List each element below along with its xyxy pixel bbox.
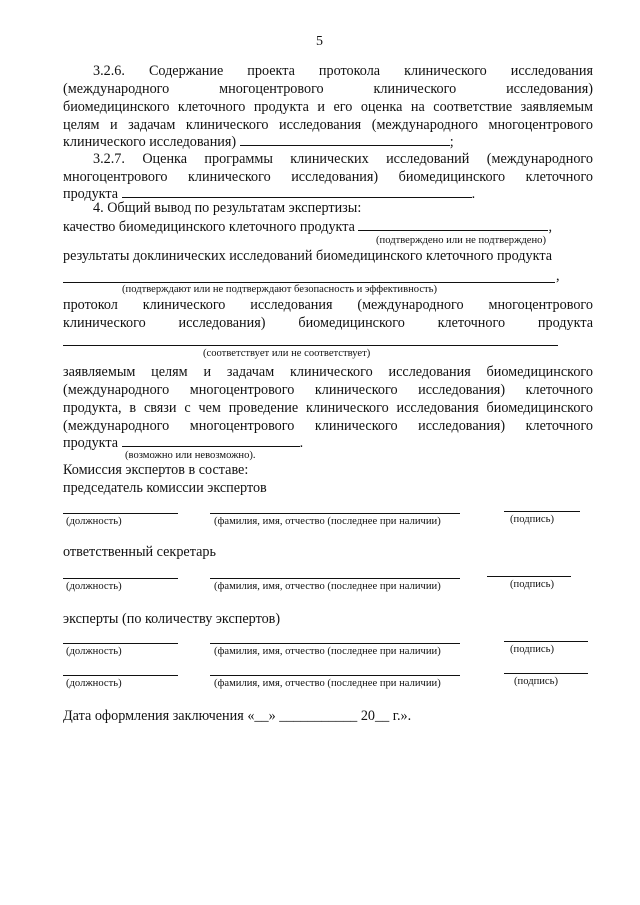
possible-hint: (возможно или невозможно). bbox=[125, 450, 256, 461]
goals-line5-text: продукта bbox=[63, 435, 119, 451]
name-caption: (фамилия, имя, отчество (последнее при наличии) bbox=[214, 516, 441, 527]
line-end: , bbox=[548, 219, 553, 235]
goals-line3: продукта, в связи с чем проведение клинического исследования биомедицинского bbox=[63, 400, 593, 416]
protocol-hint: (соответствует или не соответствует) bbox=[203, 348, 371, 359]
goals-line4: (международного многоцентрового клинического исследования) клеточного bbox=[63, 418, 593, 434]
expert1-position-field[interactable] bbox=[63, 643, 178, 644]
secretary-name-field[interactable] bbox=[210, 578, 460, 579]
position-caption: (должность) bbox=[66, 678, 122, 689]
expert2-name-field[interactable] bbox=[210, 675, 460, 676]
position-caption: (должность) bbox=[66, 581, 122, 592]
protocol-line1: протокол клинического исследования (международного многоцентрового bbox=[63, 297, 593, 313]
section-3-2-6-line3: биомедицинского клеточного продукта и его оценка на соответствие заявляемым bbox=[63, 99, 593, 115]
chair-label: председатель комиссии экспертов bbox=[63, 480, 267, 496]
line-end: ; bbox=[449, 134, 454, 150]
protocol-field[interactable] bbox=[63, 345, 558, 346]
section-4-heading: 4. Общий вывод по результатам экспертизы: bbox=[93, 200, 362, 216]
position-caption: (должность) bbox=[66, 646, 122, 657]
goals-line1: заявляемым целям и задачам клинического исследования биомедицинского bbox=[63, 364, 593, 380]
expert2-signature-field[interactable] bbox=[504, 673, 588, 674]
signature-caption: (подпись) bbox=[514, 676, 558, 687]
section-3-2-7-line2: многоцентрового клинического исследования) биомедицинского клеточного bbox=[63, 169, 593, 185]
section-3-2-6-line1: 3.2.6. Содержание проекта протокола клинического исследования bbox=[93, 63, 593, 79]
signature-caption: (подпись) bbox=[510, 579, 554, 590]
preclinical-end: , bbox=[556, 268, 560, 284]
line-end: . bbox=[471, 186, 476, 202]
section-3-2-7-line1: 3.2.7. Оценка программы клинических исследований (международного bbox=[93, 151, 593, 167]
date-line: Дата оформления заключения «__» ___________ 20__ г.». bbox=[63, 708, 412, 724]
possibility-field[interactable] bbox=[122, 433, 300, 447]
section-3-2-6-line5 bbox=[63, 132, 454, 151]
quality-text: качество биомедицинского клеточного продукта bbox=[63, 219, 355, 235]
signature-caption: (подпись) bbox=[510, 644, 554, 655]
preclinical-hint: (подтверждают или не подтверждают безопасность и эффективность) bbox=[122, 284, 438, 295]
expert2-position-field[interactable] bbox=[63, 675, 178, 676]
quality-hint: (подтверждено или не подтверждено) bbox=[376, 235, 546, 246]
goals-line2: (международного многоцентрового клинического исследования) клеточного bbox=[63, 382, 593, 398]
secretary-position-field[interactable] bbox=[63, 578, 178, 579]
quality-field[interactable] bbox=[358, 217, 548, 231]
preclinical-field[interactable] bbox=[63, 282, 555, 283]
chair-signature-field[interactable] bbox=[504, 511, 580, 512]
quality-line bbox=[63, 217, 552, 236]
experts-label: эксперты (по количеству экспертов) bbox=[63, 611, 281, 627]
chair-position-field[interactable] bbox=[63, 513, 178, 514]
section-3-2-7-line3-text: продукта bbox=[63, 186, 119, 202]
expert1-signature-field[interactable] bbox=[504, 641, 588, 642]
protocol-line2: клинического исследования) биомедицинского клеточного продукта bbox=[63, 315, 593, 331]
name-caption: (фамилия, имя, отчество (последнее при наличии) bbox=[214, 678, 441, 689]
secretary-label: ответственный секретарь bbox=[63, 544, 216, 560]
page-number: 5 bbox=[316, 34, 323, 49]
expert1-name-field[interactable] bbox=[210, 643, 460, 644]
name-caption: (фамилия, имя, отчество (последнее при наличии) bbox=[214, 581, 441, 592]
blank-field[interactable] bbox=[122, 184, 472, 198]
signature-caption: (подпись) bbox=[510, 514, 554, 525]
section-3-2-6-line2: (международного многоцентрового клинического исследования) bbox=[63, 81, 593, 97]
position-caption: (должность) bbox=[66, 516, 122, 527]
name-caption: (фамилия, имя, отчество (последнее при наличии) bbox=[214, 646, 441, 657]
chair-name-field[interactable] bbox=[210, 513, 460, 514]
secretary-signature-field[interactable] bbox=[487, 576, 571, 577]
preclinical-line: результаты доклинических исследований биомедицинского клеточного продукта bbox=[63, 248, 553, 264]
section-3-2-6-line4: целям и задачам клинического исследования (международного многоцентрового bbox=[63, 117, 593, 133]
blank-field[interactable] bbox=[240, 132, 450, 146]
commission-title: Комиссия экспертов в составе: bbox=[63, 462, 249, 478]
line-end: . bbox=[299, 435, 304, 451]
section-3-2-6-line5-text: клинического исследования) bbox=[63, 134, 237, 150]
